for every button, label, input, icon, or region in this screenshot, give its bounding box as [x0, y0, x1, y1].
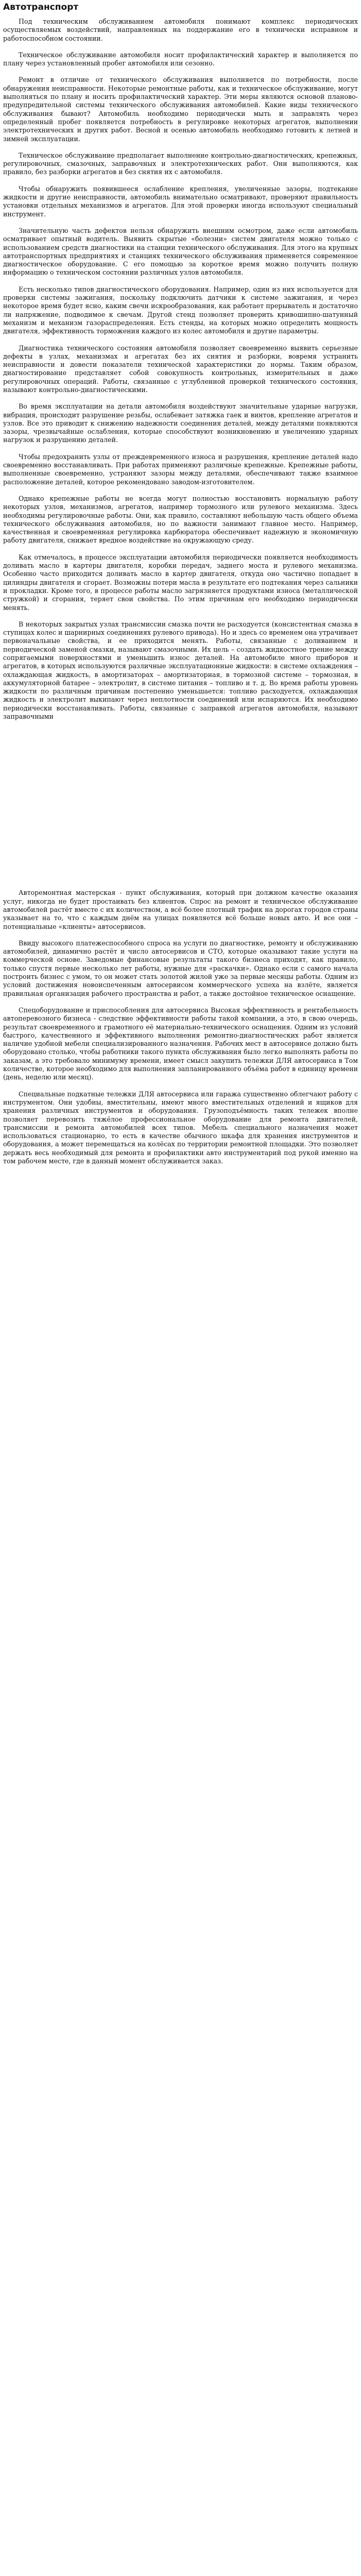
paragraph-16: Спецоборудование и приспособления для автосервиса Высокая эффективность и рентабельность автоперевозного бизнеса - следствие эффективности работы такой компании, а это, в свою очередь, результат своевременного и грамотного её материально-технического оснащения. Одним из условий быстрого, качественного и эффективного выполнения ремонтно-диагностических работ является наличие удобной мебели специализированного назначения. Рабочих мест в автосервисе должно быть оборудовано столько, чтобы работники такого пункта обслуживания было легко выполнять работы по заказам, а это требовало минимуму времени, имеет смысл закупить тележки ДЛЯ автосервиса в Том количестве, которое необходимо для выполнения запланированного объёма работ в единицу времени (день, неделю или месяц).	[3, 1006, 358, 1081]
paragraph-7: Есть несколько типов диагностического оборудования. Например, один из них используется для проверки системы зажигания, поскольку подключить датчики к системе зажигания, и через некоторое время будет ясно, каким свечи искрообразования, как работает прерыватель и достаточно ли напряжение, подводимое к свечам. Другой стенд позволяет проверить кривошипно-шатунный механизм и механизм газораспределения. Есть стенды, на которых можно определить мощность двигателя, эффективность торможения каждого из колес автомобиля и другие параметры.	[3, 285, 358, 335]
article	[0, 0, 361, 1165]
paragraph-5: Чтобы обнаружить появившееся ослабление крепления, увеличенные зазоры, подтекание жидкости и другие неисправности, автомобиль внимательно осматривают, проверяют правильность установки отдельных механизмов и агрегатов. Для этой проверки иногда используют специальный инструмент.	[3, 184, 358, 218]
paragraph-10: Чтобы предохранить узлы от преждевременного износа и разрушения, крепление деталей надо своевременно восстанавливать. При работах применяют различные крепежные. Крепежные работы, выполненные своевременно, устраняют зазоры между деталями, обеспечивают также взаимное расположение деталей, которое рекомендовано заводом-изготовителем.	[3, 452, 358, 486]
paragraph-4: Техническое обслуживание предполагает выполнение контрольно-диагностических, крепежных, регулировочных, смазочных, заправочных и электротехнических работ. Они выполняются, как правило, без разборки агрегатов и без снятия их с автомобиля.	[3, 151, 358, 176]
paragraph-13: В некоторых закрытых узлах трансмиссии смазка почти не расходуется (консистентная смазка в ступицах колес и шарнирных соединениях рулевого привода). Но и здесь со временем она утрачивает первоначальные свойства, и ее приходится менять. Работы, связанные с доливанием и периодической заменой смазки, называют смазочными. Их цель – создать жидкостное трение между сопрягаемыми поверхностями и уменьшить износ деталей. На автомобиле много приборов и агрегатов, в которых используются различные эксплуатационные жидкости: в системе охлаждения – охлаждающая жидкость, в амортизаторах – амортизаторная, в тормозной системе – тормозная, в аккумуляторной батарее – электролит, в системе питания – топливо и т. д. Во время работы уровень жидкости по различным причинам постепенно уменьшается: топливо расходуется, охлаждающая жидкость и электролит выкипают через неплотности соединений или испаряются. Их необходимо периодически восстанавливать. Работы, связанные с заправкой агрегатов автомобиля, называют заправочными	[3, 620, 358, 721]
paragraph-2: Техническое обслуживание автомобиля носит профилактический характер и выполняется по плану через установленный пробег автомобиля или сезонно.	[3, 50, 358, 67]
paragraph-15: Ввиду высокого платежеспособного спроса на услуги по диагностике, ремонту и обслуживанию автомобилей, динамично растёт и число автосервисов и СТО, которые оказывают такие услуги на коммерческой основе. Заведомые финансовые результаты такого бизнеса приходят, как правило, только спустя первые несколько лет работы, нужные для «раскачки». Однако если с самого начала построить бизнес с умом, то он может стать золотой жилой уже за первые месяцы работы. Одним из условий достижения новоиспеченным автосервисом коммерческого успеха на взлёте, является правильная организация рабочего пространства и работ, а также достойное техническое оснащение.	[3, 939, 358, 997]
paragraph-14: Авторемонтная мастерская - пункт обслуживания, который при должном качестве оказания услуг, никогда не будет простаивать без клиентов. Спрос на ремонт и техническое обслуживание автомобилей растёт вместе с их количеством, а всё более плотный трафик на дорогах городов страны указывает на то, что с каждым днём на улицах появляется всё больше новых авто. И все они – потенциальные «клиенты» автосервисов.	[3, 889, 358, 930]
paragraph-11: Однако крепежные работы не всегда могут полностью восстановить нормальную работу некоторых узлов, механизмов, агрегатов, например тормозного или рулевого механизма. Здесь необходимы регулировочные работы. Они, как правило, составляют небольшую часть общего объема технического обслуживания автомобиля, но по важности занимают главное место. Например, качественная и своевременная регулировка карбюратора обеспечивает надежную и экономичную работу двигателя, снижает вредное воздействие на окружающую среду.	[3, 494, 358, 545]
paragraph-12: Как отмечалось, в процессе эксплуатации автомобиля периодически появляется необходимость доливать масло в картеры двигателя, коробки передач, заднего моста и рулевого механизма. Особенно часто приходится доливать масло в картер двигателя, откуда оно частично попадает в цилиндры двигателя и сгорает. Возможны потери масла в результате его подтекания через сальники и прокладки. Кроме того, в процессе работы масло загрязняется продуктами износа (металлической стружкой) и сгорания, теряет свои свойства. По этим причинам его необходимо периодически менять.	[3, 553, 358, 612]
paragraph-3: Ремонт в отличие от технического обслуживания выполняется по потребности, после обнаружения неисправности. Некоторые ремонтные работы, как и техническое обслуживание, могут выполняться по плану и носить профилактический характер. Эти меры являются основой планово-предупредительной системы технического обслуживания автомобилей. Какие виды технического обслуживания бывают? Автомобиль необходимо периодически мыть и заправлять через определенный пробег появляется потребность в регулировке некоторых агрегатов, выполнении электротехнических и других работ. Весной и осенью автомобиль необходимо готовить к летней и зимней эксплуатации.	[3, 76, 358, 143]
page-title: Автотранспорт	[3, 2, 79, 12]
paragraph-17: Специальные подкатные тележки ДЛЯ автосервиса или гаража существенно облегчают работу с инструментом. Они удобны, вместительны, имеют много вместительных отделений и ящиков для хранения различных инструментов и оборудования. Грузоподъёмность таких тележек вполне позволяет перевозить тяжёлое профессиональное оборудование для ремонта двигателей, трансмиссии и ремонта автомобилей всех типов. Мебель специального назначения может использоваться стационарно, то есть в качестве обычного шкафа для хранения инструментов и оборудования, а может перемещаться на колёсах по территории ремонтной площадки. Это позволяет держать весь необходимый для ремонта и профилактики авто инструментарий под рукой именно на том рабочем месте, где в данный момент обслуживается заказ.	[3, 1090, 358, 1165]
paragraph-8: Диагностика технического состояния автомобиля позволяет своевременно выявить серьезные дефекты в узлах, механизмах и агрегатах без их снятия и разборки, вовремя устранить неисправности и довести показатели технической характеристики до нормы. Таким образом, диагностирование представляет собой совокупность контрольных, измерительных и даже регулировочных операций. Работы, связанные с углубленной проверкой технического состояния, называют контрольно-диагностическими.	[3, 344, 358, 394]
paragraph-9: Во время эксплуатации на детали автомобиля воздействуют значительные ударные нагрузки, вибрация, происходит разрушение резьбы, ослабевает затяжка гаек и винтов, крепление агрегатов и узлов. Все это приводит к снижению надежности соединения деталей, между деталями появляются зазоры, чрезвычайные ослабления, которые способствуют возникновению и увеличению ударных нагрузок и разрушению деталей.	[3, 402, 358, 444]
paragraph-1: Под техническим обслуживанием автомобиля понимают комплекс периодических осуществляемых воздействий, направленных на поддержание его в технически исправном и работоспособном состоянии.	[3, 18, 358, 42]
blank-space	[3, 729, 358, 889]
paragraph-6: Значительную часть дефектов нельзя обнаружить внешним осмотром, даже если автомобиль осматривает опытный водитель. Выявить скрытые «болезни» систем двигателя можно только с использованием средств диагностики на станции технического обслуживания. Для этого на крупных автотранспортных предприятиях и станциях технического обслуживания применяется современное диагностическое оборудование. С его помощью за короткое время можно получить полную информацию о техническом состоянии различных узлов автомобиля.	[3, 226, 358, 277]
